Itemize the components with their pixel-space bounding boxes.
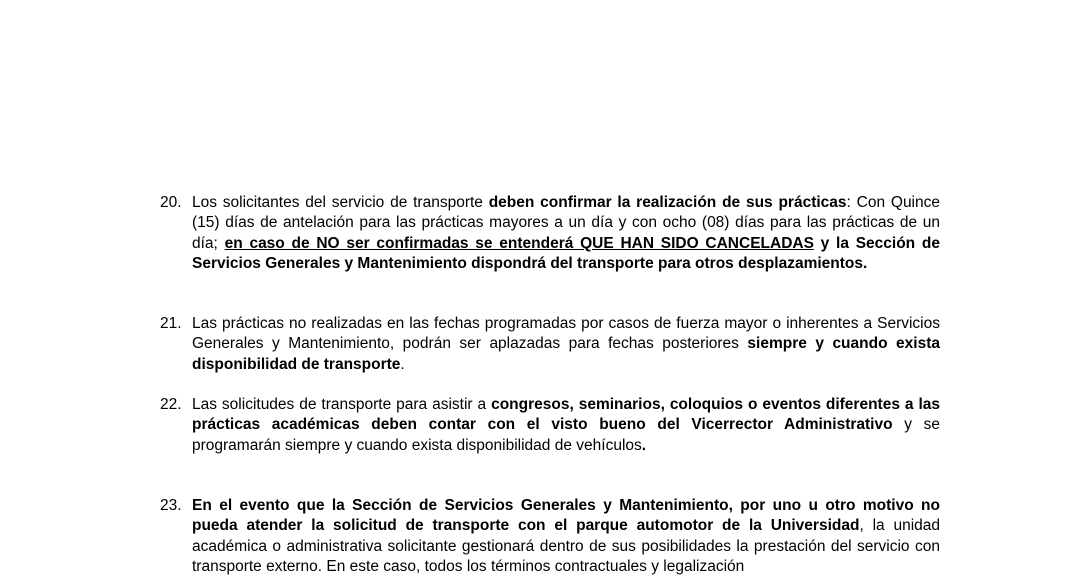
bold-segment: . [641, 436, 647, 454]
text-segment: y se programarán siempre y cuando exista disponibilidad de vehículos [192, 416, 941, 454]
underlined-text: en caso de NO ser confirmadas se entenderá QUE HAN SIDO CANCELADAS [224, 234, 814, 252]
bold-segment: deben confirmar la realización de sus prácticas [488, 194, 847, 211]
item-text [192, 395, 940, 456]
bold-segment: y la Sección de Servicios Generales y Mantenimiento dispondrá del transporte para otros desplazamientos. [192, 234, 940, 272]
item-text [192, 193, 940, 274]
bold-segment: En el evento que la Sección de Servicios Generales y Mantenimiento, por uno u otro motivo no pueda atender la solicitud de transporte con el parque automotor de la Universidad [192, 497, 940, 535]
item-text [192, 314, 940, 375]
text-segment: Las prácticas no realizadas en las fechas programadas por casos de fuerza mayor o inherentes a Servicios Generales y Mantenimiento, podrán ser aplazadas para fechas posteriores [192, 315, 940, 353]
bold-underlined-segment [225, 235, 814, 252]
text-segment: , la unidad académica o administrativa solicitante gestionará dentro de sus posibilidades la prestación del servicio con transporte externo. En este caso, todos los términos contractuales y legalización [192, 517, 940, 575]
item-number: 21. [160, 315, 182, 332]
item-text [192, 496, 940, 577]
text-segment: . [400, 355, 405, 373]
text-segment: Los solicitantes del servicio de transporte [192, 194, 489, 211]
item-number: 20. [160, 194, 182, 211]
bold-segment: congresos, seminarios, coloquios o eventos diferentes a las prácticas académicas deben contar con el visto bueno del Vicerrector Administrativo [192, 396, 940, 434]
item-number: 23. [160, 497, 182, 514]
text-segment: Las solicitudes de transporte para asistir a [192, 396, 492, 413]
text-segment: : Con Quince (15) días de antelación para las prácticas mayores a un día y con ocho (08) días para las prácticas de un día; [192, 194, 940, 252]
item-number: 22. [160, 396, 182, 413]
bold-segment: siempre y cuando exista disponibilidad de transporte [192, 335, 940, 373]
